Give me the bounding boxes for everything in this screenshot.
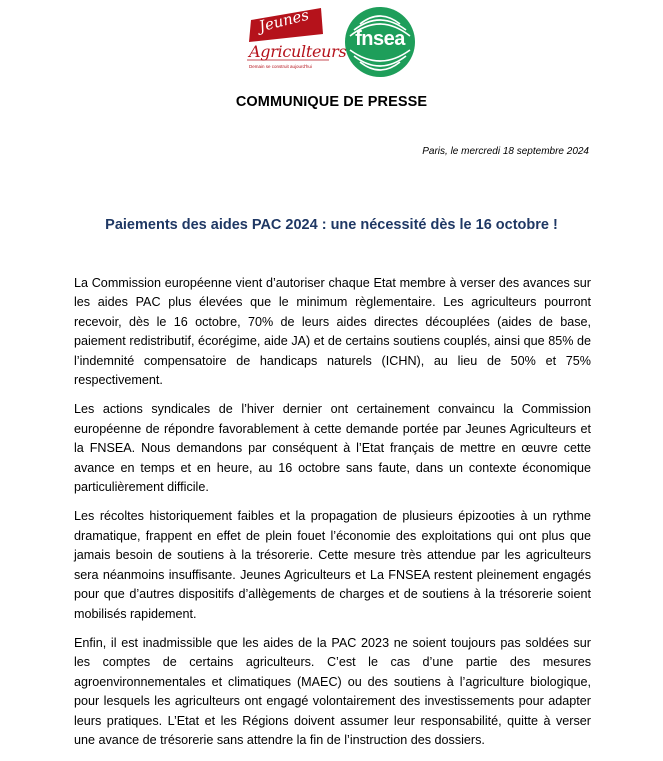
paragraph-4: Enfin, il est inadmissible que les aides de la PAC 2023 ne soient toujours pas soldées sur les comptes de certains agriculteurs. C’est le cas d’une partie des mesures agroenvironnementales et climatiques (MAEC) ou des soutiens à l’agriculture biologique, pour lesquels les agriculteurs ont engagé volontairement des investissements pour adapter leurs pratiques. L’Etat et les Régions doivent assumer leur responsabilité, quitte à verser une avance de trésorerie sans attendre la fin de l’instruction des dossiers. [74, 635, 591, 747]
ja-logo-line2: Agriculteurs [249, 42, 347, 61]
headline: Paiements des aides PAC 2024 : une nécessité dès le 16 octobre ! [105, 217, 558, 233]
paragraph-1: La Commission européenne vient d’autoriser chaque Etat membre à verser des avances sur les aides PAC plus élevées que le minimum règlementaire. Les agriculteurs pourront recevoir, dès le 16 octobre, 70% de leurs aides directes découplées (aides de base, paiement redistributif, écorégime, aide JA) et de certains soutiens couplés, ainsi que 85% de l’indemnité compensatoire de handicaps naturels (ICHN), au lieu de 50% et 75% respectivement. [74, 276, 591, 388]
fnsea-logo-text: fnsea [355, 28, 405, 50]
jeunes-agriculteurs-logo [243, 5, 347, 76]
ja-logo-tagline: Demain se construit aujourd'hui [249, 64, 312, 69]
body-text [74, 274, 591, 760]
dateline: Paris, le mercredi 18 septembre 2024 [422, 146, 589, 157]
ja-logo-line1: Jeunes [257, 5, 311, 36]
fnsea-logo [344, 6, 416, 78]
press-release-title: COMMUNIQUE DE PRESSE [235, 94, 428, 110]
paragraph-3: Les récoltes historiquement faibles et la propagation de plusieurs épizooties à un rythme dramatique, frappent en effet de plein fouet l’économie des exploitations qui ont plus que jamais besoin de soutiens à la trésorerie. Cette mesure très attendue par les agriculteurs sera néanmoins insuffisante. Jeunes Agriculteurs et La FNSEA restent pleinement engagés pour que d’autres dispositifs d’allègements de charges et de soutiens à la trésorerie soient mobilisés rapidement. [74, 509, 591, 621]
paragraph-2: Les actions syndicales de l’hiver dernier ont certainement convaincu la Commission européenne de répondre favorablement à cette demande portée par Jeunes Agriculteurs et la FNSEA. Nous demandons par conséquent à l’Etat français de mettre en œuvre cette avance en temps et en heure, au 16 octobre sans faute, dans un contexte économique particulièrement difficile. [74, 402, 591, 495]
header-logos [0, 0, 663, 85]
